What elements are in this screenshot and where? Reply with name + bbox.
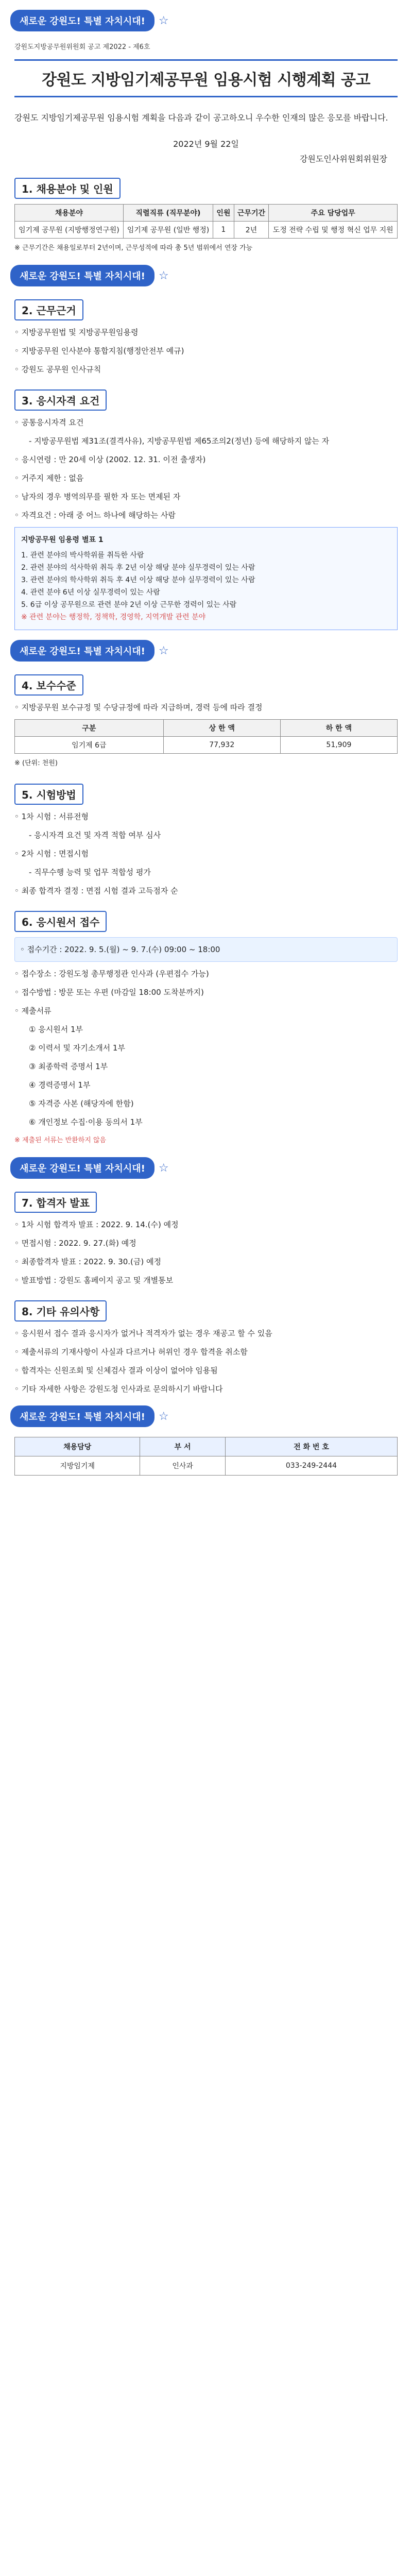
section-8-head <box>14 1300 398 1321</box>
section-3-content <box>14 416 398 522</box>
table-header-cell: 인원 <box>213 205 234 222</box>
header <box>14 41 398 51</box>
docs-note: ※ 제출된 서류는 반환하지 않음 <box>14 1137 107 1144</box>
section-6-content <box>14 937 398 1147</box>
table-cell: 지방임기제 <box>15 1456 140 1476</box>
list-item: 4. 관련 분야 6년 이상 실무경력이 있는 사람 <box>21 588 160 597</box>
banner-label: 새로운 강원도! 특별 자치시대! <box>10 1405 154 1427</box>
list-item: ◦ 응시연령 : 만 20세 이상 (2002. 12. 31. 이전 출생자) <box>14 455 206 464</box>
table-cell: 임기제 6급 <box>15 737 164 754</box>
list-item: ◦ 1차 시험 합격자 발표 : 2022. 9. 14.(수) 예정 <box>14 1220 179 1229</box>
section-7-head <box>14 1192 398 1213</box>
box-note: ※ 관련 분야는 행정학, 정책학, 경영학, 지역개발 관련 분야 <box>21 613 206 621</box>
star-icon: ☆ <box>158 1410 169 1423</box>
list-item: ◦ 발표방법 : 강원도 홈페이지 공고 및 개별통보 <box>14 1276 174 1285</box>
list-item: ◦ 합격자는 신원조회 및 신체검사 결과 이상이 없어야 임용됨 <box>14 1366 218 1375</box>
list-item: ⑥ 개인정보 수집·이용 동의서 1부 <box>29 1117 143 1127</box>
section-1-note: ※ 근무기간은 채용일로부터 2년이며, 근무성적에 따라 총 5년 범위에서 연장 가능 <box>14 244 253 252</box>
page-title: 강원도 지방임기제공무원 임용시험 시행계획 공고 <box>14 59 398 97</box>
list-item: ◦ 자격요건 : 아래 중 어느 하나에 해당하는 사람 <box>14 511 176 520</box>
section-1-head <box>14 178 398 199</box>
section-2-content <box>14 326 398 376</box>
table-header-cell: 구분 <box>15 720 164 737</box>
list-item: ⑤ 자격증 사본 (해당자에 한함) <box>29 1099 134 1108</box>
list-item: ◦ 거주지 제한 : 없음 <box>14 473 84 483</box>
list-item: ◦ 최종 합격자 결정 : 면접 시험 결과 고득점자 순 <box>14 886 178 895</box>
page <box>0 10 412 2576</box>
list-item: ◦ 제출서류 <box>14 1006 52 1015</box>
list-item: ◦ 남자의 경우 병역의무를 필한 자 또는 면제된 자 <box>14 492 181 501</box>
section-title: 7. 합격자 발표 <box>14 1192 97 1213</box>
table-header-row <box>15 720 398 737</box>
table-header-cell: 채용분야 <box>15 205 124 222</box>
table-row <box>15 1456 398 1476</box>
list-item: - 응시자격 요건 및 자격 적합 여부 심사 <box>29 831 161 840</box>
list-item: ◦ 지방공무원법 및 지방공무원임용령 <box>14 328 139 337</box>
section-4-text: ◦ 지방공무원 보수규정 및 수당규정에 따라 지급하며, 경력 등에 따라 결정 <box>14 703 263 712</box>
section-banner <box>10 1158 412 1178</box>
star-icon: ☆ <box>158 644 169 657</box>
list-item: ◦ 2차 시험 : 면접시험 <box>14 849 89 858</box>
box-title: 지방공무원 임용령 별표 1 <box>21 536 104 544</box>
table-header-cell: 채용담당 <box>15 1437 140 1456</box>
section-7-content <box>14 1218 398 1287</box>
list-item: ◦ 강원도 공무원 인사규칙 <box>14 365 101 374</box>
table-cell: 2년 <box>234 222 269 239</box>
list-item: ◦ 1차 시험 : 서류전형 <box>14 812 89 821</box>
list-item: ◦ 최종합격자 발표 : 2022. 9. 30.(금) 예정 <box>14 1257 161 1266</box>
announcement-date: 2022년 9월 22일 <box>173 139 239 149</box>
issuer: 강원도인사위원회위원장 <box>299 154 387 164</box>
list-item: 1. 관련 분야의 박사학위를 취득한 사람 <box>21 551 144 560</box>
list-item: ② 이력서 및 자기소개서 1부 <box>29 1043 125 1053</box>
list-item: - 지방공무원법 제31조(결격사유), 지방공무원법 제65조의2(정년) 등에 해당하지 않는 자 <box>29 436 330 446</box>
list-item: ① 응시원서 1부 <box>29 1025 83 1034</box>
table-cell: 51,909 <box>280 737 397 754</box>
table-cell: 1 <box>213 222 234 239</box>
section-title: 4. 보수수준 <box>14 674 83 696</box>
table-cell: 033-249-2444 <box>225 1456 397 1476</box>
section-6-head <box>14 911 398 932</box>
section-8-content <box>14 1327 398 1396</box>
application-period: ◦ 접수기간 : 2022. 9. 5.(월) ~ 9. 7.(수) 09:00 ~ 18:00 <box>14 937 398 962</box>
table-cell: 임기제 공무원 (지방행정연구원) <box>15 222 124 239</box>
top-banner <box>10 10 412 31</box>
list-item: ◦ 응시원서 접수 결과 응시자가 없거나 적격자가 없는 경우 재공고 할 수 있음 <box>14 1329 272 1338</box>
list-item: ④ 경력증명서 1부 <box>29 1080 91 1090</box>
table-header-cell: 하 한 액 <box>280 720 397 737</box>
section-title: 3. 응시자격 요건 <box>14 389 107 411</box>
list-item: ◦ 지방공무원 인사분야 통합지침(행정안전부 예규) <box>14 346 184 355</box>
section-title: 5. 시험방법 <box>14 784 83 805</box>
table-cell: 도정 전략 수립 및 행정 혁신 업무 지원 <box>269 222 398 239</box>
table-header-cell: 전 화 번 호 <box>225 1437 397 1456</box>
section-5-head <box>14 784 398 805</box>
table-row <box>15 222 398 239</box>
table-header-row <box>15 205 398 222</box>
announcement-number: 강원도지방공무원위원회 공고 제2022 - 제6호 <box>14 43 150 51</box>
star-icon: ☆ <box>158 1161 169 1175</box>
intro-text: 강원도 지방임기제공무원 임용시험 계획을 다음과 같이 공고하오니 우수한 인재의 많은 응모를 바랍니다. <box>14 113 388 123</box>
section-title: 1. 채용분야 및 인원 <box>14 178 121 199</box>
list-item: 2. 관련 분야의 석사학위 취득 후 2년 이상 해당 분야 실무경력이 있는 사람 <box>21 564 255 572</box>
salary-note: ※ (단위: 천원) <box>14 759 58 767</box>
section-title: 2. 근무근거 <box>14 299 83 320</box>
list-item: - 직무수행 능력 및 업무 적합성 평가 <box>29 868 151 877</box>
list-item: ◦ 면접시험 : 2022. 9. 27.(화) 예정 <box>14 1239 136 1248</box>
section-5-content <box>14 810 398 897</box>
table-cell: 인사과 <box>140 1456 226 1476</box>
section-title: 6. 응시원서 접수 <box>14 911 107 932</box>
table-header-row <box>15 1437 398 1456</box>
table-cell: 77,932 <box>163 737 280 754</box>
table-cell: 임기제 공무원 (일반 행정) <box>123 222 213 239</box>
section-banner <box>10 640 412 661</box>
list-item: ◦ 제출서류의 기재사항이 사실과 다르거나 허위인 경우 합격을 취소함 <box>14 1347 248 1357</box>
table-header-cell: 직렬직류 (직무분야) <box>123 205 213 222</box>
list-item: ◦ 접수장소 : 강원도청 총무행정관 인사과 (우편접수 가능) <box>14 969 209 978</box>
section-4-head <box>14 674 398 696</box>
list-item: ③ 최종학력 증명서 1부 <box>29 1062 108 1071</box>
section-3-head <box>14 389 398 411</box>
recruitment-table <box>14 204 398 239</box>
star-icon: ☆ <box>158 14 169 27</box>
table-header-cell: 상 한 액 <box>163 720 280 737</box>
table-header-cell: 주요 담당업무 <box>269 205 398 222</box>
table-row <box>15 737 398 754</box>
list-item: 5. 6급 이상 공무원으로 관련 분야 2년 이상 근무한 경력이 있는 사람 <box>21 601 237 609</box>
banner-label: 새로운 강원도! 특별 자치시대! <box>10 1157 154 1179</box>
qualification-box <box>14 527 398 630</box>
section-title: 8. 기타 유의사항 <box>14 1300 107 1321</box>
list-item: 3. 관련 분야의 학사학위 취득 후 4년 이상 해당 분야 실무경력이 있는 사람 <box>21 576 255 584</box>
section-banner <box>10 1406 412 1427</box>
salary-table <box>14 719 398 754</box>
banner-label: 새로운 강원도! 특별 자치시대! <box>10 10 154 31</box>
contact-table <box>14 1437 398 1476</box>
list-item: ◦ 접수방법 : 방문 또는 우편 (마감일 18:00 도착분까지) <box>14 988 204 997</box>
section-2-head <box>14 299 398 320</box>
table-header-cell: 부 서 <box>140 1437 226 1456</box>
list-item: ◦ 공통응시자격 요건 <box>14 418 84 427</box>
section-banner <box>10 265 412 286</box>
banner-label: 새로운 강원도! 특별 자치시대! <box>10 640 154 662</box>
star-icon: ☆ <box>158 269 169 282</box>
banner-label: 새로운 강원도! 특별 자치시대! <box>10 265 154 286</box>
list-item: ◦ 기타 자세한 사항은 강원도청 인사과로 문의하시기 바랍니다 <box>14 1384 223 1394</box>
table-header-cell: 근무기간 <box>234 205 269 222</box>
